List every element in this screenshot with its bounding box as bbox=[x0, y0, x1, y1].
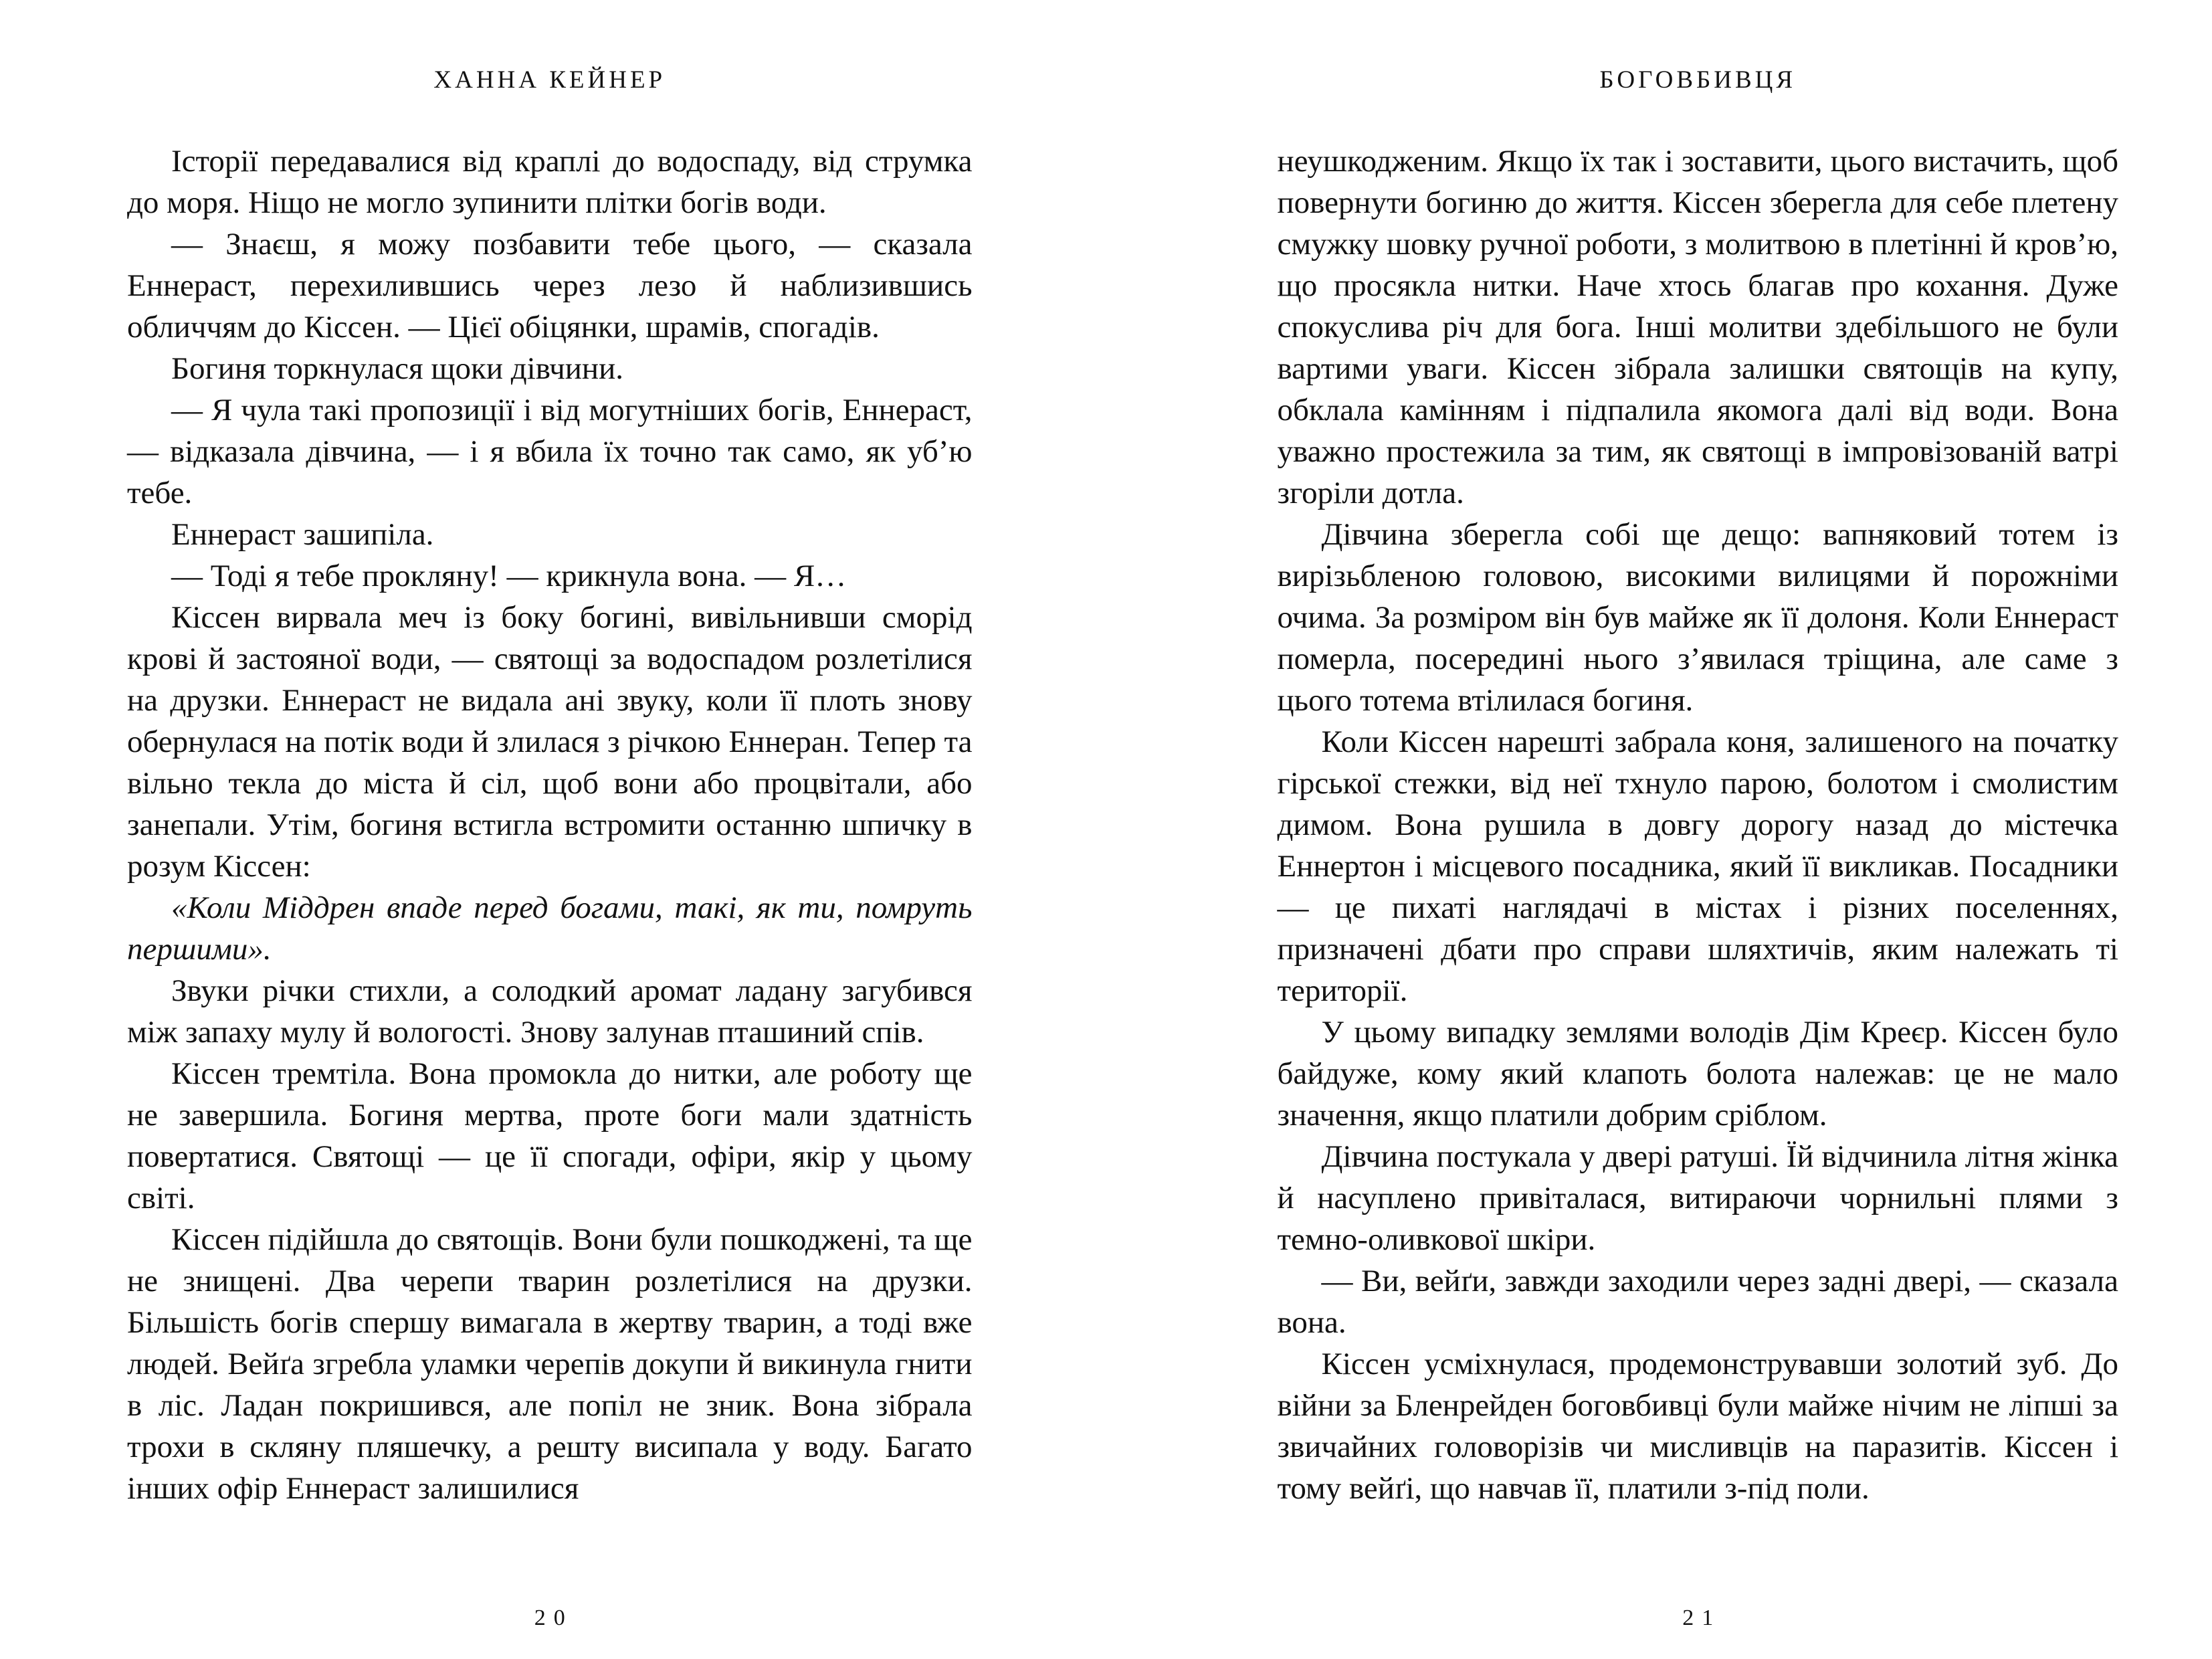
page-number-right: 21 bbox=[1682, 1605, 1722, 1630]
paragraph: Звуки річки стихли, а солодкий аромат ладану загубився між запаху мулу й вологості. Знову залунав пташиний спів. bbox=[127, 973, 973, 1050]
text-column-right bbox=[1278, 140, 2119, 1509]
paragraph: Коли Кіссен нарешті забрала коня, залишеного на початку гірської стежки, від неї тхнуло парою, болотом і смолистим димом. Вона рушила в довгу дорогу назад до містечка Еннертон і місцевого посадника, який її викликав. Посадники — це пихаті наглядачі в містах і різних поселеннях, призначені дбати про справи шляхтичів, яким належать ті території. bbox=[1277, 724, 2118, 1008]
paragraph: Еннераст зашипіла. bbox=[171, 517, 434, 552]
paragraph: — Ви, вейґи, завжди заходили через задні двері, — сказала вона. bbox=[1277, 1264, 2118, 1340]
paragraph: Кіссен підійшла до святощів. Вони були пошкоджені, та ще не знищені. Два черепи тварин розлетілися на друзки. Більшість богів спершу вимагала в жертву тварин, а тоді вже людей. Вейґа згребла уламки черепів докупи й викинула гнити в ліс. Ладан покришився, але попіл не зник. Вона зібрала трохи в скляну пляшечку, а решту висипала у воду. Багато інших офір Еннераст залишилися bbox=[127, 1222, 973, 1506]
page-right bbox=[1106, 0, 2212, 1659]
paragraph: — Тоді я тебе прокляну! — крикнула вона. — Я… bbox=[171, 559, 847, 593]
running-header-title: БОГОВБИВЦЯ bbox=[1599, 66, 1797, 94]
paragraph: «Коли Міддрен впаде перед богами, такі, як ти, помруть першими». bbox=[127, 890, 973, 967]
paragraph: Історії передавалися від краплі до водоспаду, від струмка до моря. Ніщо не могло зупинити плітки богів води. bbox=[127, 144, 973, 220]
paragraph: Кіссен вирвала меч із боку богині, вивільнивши сморід крові й застояної води, — святощі за водоспадом розлетілися на друзки. Еннераст не видала ані звуку, коли її плоть знову обернулася на потік води й злилася з річкою Еннеран. Тепер та вільно текла до міста й сіл, щоб вони або процвітали, або занепали. Утім, богиня встигла встромити останню шпичку в розум Кіссен: bbox=[127, 600, 973, 884]
paragraph: — Знаєш, я можу позбавити тебе цього, — сказала Еннераст, перехилившись через лезо й наблизившись обличчям до Кіссен. — Цієї обіцянки, шрамів, спогадів. bbox=[127, 227, 973, 345]
paragraph: Дівчина постукала у двері ратуші. Їй відчинила літня жінка й насуплено привіталася, витираючи чорнильні плями з темно-оливкової шкіри. bbox=[1277, 1139, 2118, 1257]
running-header-author: ХАННА КЕЙНЕР bbox=[433, 66, 666, 94]
paragraph: Кіссен тремтіла. Вона промокла до нитки, але роботу ще не завершила. Богиня мертва, проте боги мали здатність повертатися. Святощі — це її спогади, офіри, якір у цьому світі. bbox=[127, 1056, 973, 1215]
paragraph: неушкодженим. Якщо їх так і зоставити, цього вистачить, щоб повернути богиню до життя. Кіссен зберегла для себе плетену смужку шовку ручної роботи, з молитвою в плетінні й кров’ю, що просякла нитки. Наче хтось благав про кохання. Дуже спокуслива річ для бога. Інші молитви здебільшого не були вартими уваги. Кіссен зібрала залишки святощів на купу, обклала камінням і підпалила якомога далі від води. Вона уважно простежила за тим, як святощі в імпровізованій ватрі згоріли дотла. bbox=[1277, 144, 2118, 510]
paragraph: Богиня торкнулася щоки дівчини. bbox=[171, 351, 623, 386]
paragraph: Кіссен усміхнулася, продемонструвавши золотий зуб. До війни за Бленрейден боговбивці були майже нічим не ліпші за звичайних головорізів чи мисливців на паразитів. Кіссен і тому вейґі, що навчав її, платили з-під поли. bbox=[1277, 1347, 2118, 1506]
page-number-left: 20 bbox=[534, 1605, 573, 1630]
text-column-left bbox=[127, 140, 973, 1509]
paragraph: У цьому випадку землями володів Дім Креєр. Кіссен було байдуже, кому який клапоть болота належав: це не мало значення, якщо платили добрим сріблом. bbox=[1277, 1015, 2118, 1133]
paragraph: — Я чула такі пропозиції і від могутніших богів, Еннераст, — відказала дівчина, — і я вбила їх точно так само, як уб’ю тебе. bbox=[127, 393, 973, 510]
paragraph: Дівчина зберегла собі ще дещо: вапняковий тотем із вирізьбленою головою, високими вилицями й порожніми очима. За розміром він був майже як її долоня. Коли Еннераст померла, посередині нього з’явилася тріщина, але саме з цього тотема втілилася богиня. bbox=[1277, 517, 2118, 718]
